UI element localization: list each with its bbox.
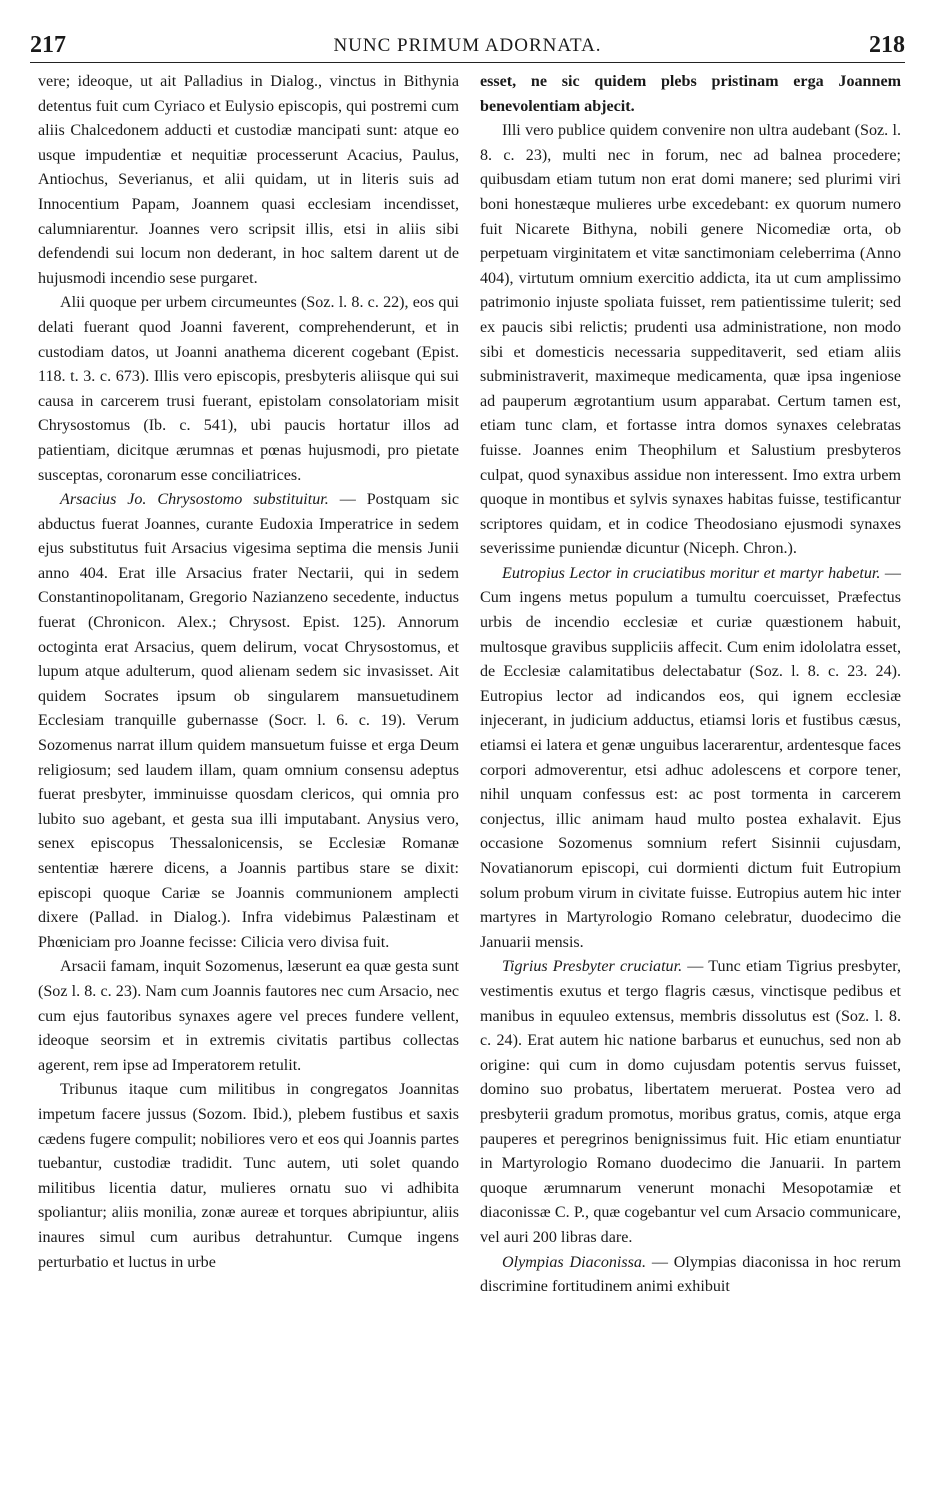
page-number-left: 217	[30, 32, 66, 58]
section-heading: Tigrius Presbyter cruciatur.	[502, 958, 683, 976]
paragraph	[480, 1251, 901, 1300]
paragraph-text: — Cum ingens metus populum a tumultu coercuisset, Præfectus urbis de incendio ecclesiæ et curiæ quæstionem habuit, multosque gravibus suppliciis affecit. Cum enim idololatra esset, de Ecclesiæ calamitatibus delectabatur (Soz. l. 8. c. 23. 24). Eutropius lector ad indicandos eos, qui ignem ecclesiæ injecerant, in judicium adductus, etiamsi loris et fustibus cæsus, etiamsi ei latera et genæ unguibus lacerarentur, ardentesque faces corpori admoverentur, etsi adhuc adolescens et corpore tener, nihil unquam confessus est: ac post tormenta in carcerem conjectus, illic animam haud multo postea exhalavit. Ejus occasione Sozomenus somnium refert Sisinnii cujusdam, Novatianorum episcopi, cui dormienti dictum fuit Eutropium solum probum virum in civitate fuisse. Eutropius autem hic inter martyres in Martyrologio Romano celebratur, duodecimo die Januarii mensis.	[480, 564, 902, 951]
paragraph: Tribunus itaque cum militibus in congregatos Joannitas impetum facere jussus (Sozom. Ibid.), plebem fustibus et saxis cædens fugere compulit; nobiliores vero et eos qui Joannis partes tuebantur, custodiæ tradidit. Tunc autem, uti solet quando militibus licentia datur, mulieres ornatu suo vi adhibita spoliantur; aliis monilia, zonæ aureæ et torques abripiuntur, aliis inaures simul cum auribus detrahuntur. Cumque ingens perturbatio et luctus in urbe	[38, 1081, 459, 1271]
right-column	[480, 70, 901, 1300]
paragraph: Illi vero publice quidem convenire non ultra audebant (Soz. l. 8. c. 23), multi nec in forum, nec ad balnea procedere; quibusdam etiam tutum non erat domi manere; sed plurimi viri boni honestæque mulieres urbe excedebant: ex quorum numero fuit Nicarete Bithyna, nobili genere Nicomediæ orta, ob perpetuam virginitatem et vitæ sanctimoniam celeberrima (Anno 404), virtutum omnium exercitio addicta, ita ut cum amplissimo patrimonio injuste spoliata fuisset, rem patientissime tulerit; sed ex paucis sibi relictis; prudenti usa administratione, non modo sibi et domesticis necessaria suppeditaverit, sed etiam aliis subministraverit, maximeque medicamenta, quæ ipsa ingeniose ad pauperum ægrotantium usum apparabat. Certum tamen est, etiam tunc clam, et fortasse intra domos synaxes celebratas fuisse. Joannes enim Theophilum et Salustium presbyteros culpat, quod synaxibus assidue non interessent. Imo extra urbem quoque in montibus et sylvis synaxes habitas fuisse, testificantur scriptores quidam, et in codice Theodosiano ejusmodi synaxes severissime puniendæ dicuntur (Niceph. Chron.).	[480, 122, 901, 558]
paragraph: esset, ne sic quidem plebs pristinam erga Joannem benevolentiam abjecit.	[480, 73, 901, 115]
section-heading: Olympias Diaconissa.	[502, 1253, 646, 1271]
paragraph	[480, 955, 901, 1250]
paragraph-text: — Olympias diaconissa in hoc rerum discrimine fortitudinem animi exhibuit	[480, 1253, 901, 1296]
paragraph-text: — Tunc etiam Tigrius presbyter, vestimentis exutus et tergo flagris cæsus, vinctisque pedibus et manibus in equuleo extensus, membris dissolutus est (Soz. l. 8. c. 24). Erat autem hic natione barbarus et eunuchus, sed non ab origine: qui cum in domo cujusdam potentis servus fuisset, domino suo probatus, libertatem meruerat. Postea vero ad presbyterii gradum promotus, moribus gratus, comis, atque erga pauperes et peregrinos benignissimus fuit. Hic etiam enuntiatur in Martyrologio Romano duodecimo die Januarii. In partem quoque ærumnarum venerunt monachi Mesopotamiæ et diaconissæ C. P., quæ cogebantur vel cum Arsacio communicare, vel auri 200 libras dare.	[480, 958, 901, 1246]
page-number-right: 218	[869, 32, 905, 58]
page-header	[30, 28, 905, 63]
section-heading: Arsacius Jo. Chrysostomo substituitur.	[60, 491, 329, 509]
paragraph-text: — Postquam sic abductus fuerat Joannes, curante Eudoxia Imperatrice in sedem ejus substitutus fuit Arsacius vigesima septima die mensis Junii anno 404. Erat ille Arsacius frater Nectarii, qui in sedem Constantinopolitanam, Gregorio Nazianzeno secedente, inductus fuerat (Chronicon. Alex.; Chrysost. Epist. 125). Annorum octoginta erat Arsacius, quem delirum, vocat Chrysostomus, et lupum atque adulterum, quod alienam sedem sic invasisset. Ait quidem Socrates ipsum ob singularem mansuetudinem Ecclesiam tranquille gubernasse (Socr. l. 6. c. 19). Verum Sozomenus narrat illum quidem mansuetum fuisse et erga Deum religiosum; sed laudem illam, quam omnium consensu adeptus fuerat presbyter, imminuisse quosdam clericos, qui omnia pro lubito suo agebant, et gesta sua illi imputabant. Anysius vero, senex episcopus Thessalonicensis, se Ecclesiæ Romanæ sententiæ hærere dicens, a Joannis partibus stare se dixit: episcopi quoque Cariæ se Joannis communionem amplecti dixere (Pallad. in Dialog.). Infra videbimus Palæstinam et Phœniciam pro Joanne fecisse: Cilicia vero divisa fuit.	[38, 491, 459, 951]
left-column	[38, 70, 459, 1275]
paragraph: Alii quoque per urbem circumeuntes (Soz. l. 8. c. 22), eos qui delati fuerant quod Joanni faverent, comprehenderunt, et in custodiam datos, ut Joanni anathema dicerent cogebant (Epist. 118. t. 3. c. 673). Illis vero episcopis, presbyteris aliisque qui sui causa in carcerem trusi fuerant, epistolam consolatoriam misit Chrysostomus (Ib. c. 541), ubi paucis hortatur illos ad patientiam, dicitque ærumnas et pœnas hujusmodi, pro pietate susceptas, coronarum esse conciliatrices.	[38, 294, 459, 484]
paragraph: vere; ideoque, ut ait Palladius in Dialog., vinctus in Bithynia detentus fuit cum Cyriaco et Eulysio episcopis, qui postremi cum aliis Chalcedonem adducti et custodiæ mancipati sunt: atque eo usque impudentiæ et nequitiæ processerunt Acacius, Paulus, Antiochus, Severianus, et alii quidam, ut in literis suis ad Innocentium Papam, Joannem quasi ecclesiam incendisset, calumniarentur. Joannes vero scripsit illis, etsi in aliis sibi defendendi sui locum non dederant, in hoc saltem darent ut de hujusmodi incendio sese purgaret.	[38, 73, 459, 287]
paragraph	[480, 562, 901, 956]
section-heading: Eutropius Lector in cruciatibus moritur et martyr habetur.	[502, 564, 881, 582]
running-title: NUNC PRIMUM ADORNATA.	[333, 35, 602, 56]
paragraph: Arsacii famam, inquit Sozomenus, læserunt ea quæ gesta sunt (Soz l. 8. c. 23). Nam cum Joannis fautores nec cum Arsacio, nec cum ejus fautoribus synaxes agere vel preces fundere vellent, ideoque seorsim et in extremis civitatis partibus collectas agerent, rem ipse ad Imperatorem retulit.	[38, 958, 459, 1074]
paragraph	[38, 488, 459, 955]
